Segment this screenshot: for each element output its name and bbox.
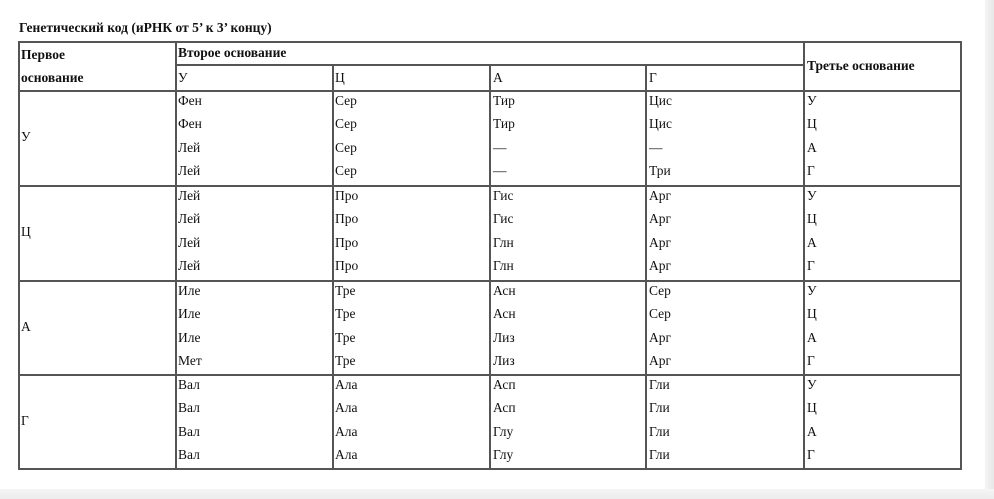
- header-third-base: Третье основание: [807, 58, 915, 73]
- amino-acid-cell: Ала: [335, 377, 358, 392]
- amino-acid-cell: Ала: [335, 446, 358, 462]
- grid-vline: [489, 64, 491, 470]
- amino-acid-cell: Лей: [178, 188, 201, 203]
- grid-vline: [175, 41, 177, 470]
- amino-acid-cell: Про: [335, 234, 359, 250]
- page-edge-shadow-right: [985, 0, 994, 499]
- third-base-label: Ц: [807, 400, 817, 416]
- amino-acid-cell: Арг: [649, 211, 672, 227]
- grid-hline: [18, 90, 962, 92]
- amino-acid-cell: Про: [335, 188, 359, 203]
- amino-acid-cell: Про: [335, 257, 359, 273]
- grid-hline: [18, 374, 962, 376]
- amino-acid-cell: Арг: [649, 234, 672, 250]
- amino-acid-cell: Иле: [178, 306, 201, 322]
- amino-acid-cell: Иле: [178, 283, 201, 298]
- first-base-label: Г: [21, 413, 29, 428]
- third-base-label: А: [807, 423, 817, 439]
- first-base-label: Ц: [21, 224, 31, 239]
- amino-acid-cell: Сер: [649, 306, 671, 322]
- amino-acid-cell: Арг: [649, 352, 672, 368]
- third-base-label: Ц: [807, 306, 817, 322]
- amino-acid-cell: Цис: [649, 93, 672, 108]
- grid-vline: [645, 64, 647, 470]
- amino-acid-cell: Три: [649, 162, 671, 178]
- amino-acid-cell: Глу: [493, 446, 514, 462]
- amino-acid-cell: Лей: [178, 211, 201, 227]
- amino-acid-cell: Фен: [178, 116, 202, 132]
- third-base-label: Ц: [807, 116, 817, 132]
- amino-acid-cell: Лиз: [493, 352, 515, 368]
- amino-acid-cell: Тре: [335, 352, 356, 368]
- second-base-c: Ц: [335, 70, 345, 85]
- amino-acid-cell: Гли: [649, 423, 670, 439]
- amino-acid-cell: Цис: [649, 116, 672, 132]
- second-base-a: А: [493, 70, 503, 85]
- amino-acid-cell: Лиз: [493, 329, 515, 345]
- third-base-label: Г: [807, 162, 815, 178]
- amino-acid-cell: Лей: [178, 257, 201, 273]
- third-base-label: У: [807, 377, 817, 392]
- amino-acid-cell: Тре: [335, 306, 356, 322]
- amino-acid-cell: Лей: [178, 234, 201, 250]
- third-base-label: А: [807, 139, 817, 155]
- amino-acid-cell: —: [493, 139, 507, 155]
- second-base-u: У: [178, 70, 188, 85]
- amino-acid-cell: Гис: [493, 188, 514, 203]
- grid-hline: [175, 64, 805, 66]
- header-first-base-line2: основание: [21, 70, 84, 85]
- amino-acid-cell: Тре: [335, 329, 356, 345]
- amino-acid-cell: Фен: [178, 93, 202, 108]
- amino-acid-cell: Асн: [493, 306, 516, 322]
- amino-acid-cell: Тир: [493, 93, 515, 108]
- grid-hline: [18, 185, 962, 187]
- amino-acid-cell: Глн: [493, 257, 514, 273]
- amino-acid-cell: Ала: [335, 400, 358, 416]
- amino-acid-cell: Вал: [178, 446, 200, 462]
- amino-acid-cell: Гли: [649, 400, 670, 416]
- amino-acid-cell: Сер: [649, 283, 671, 298]
- amino-acid-cell: Асп: [493, 400, 516, 416]
- amino-acid-cell: Лей: [178, 139, 201, 155]
- third-base-label: Ц: [807, 211, 817, 227]
- grid-vline: [803, 41, 805, 470]
- amino-acid-cell: Гли: [649, 446, 670, 462]
- amino-acid-cell: Сер: [335, 93, 357, 108]
- third-base-label: Г: [807, 446, 815, 462]
- amino-acid-cell: —: [649, 139, 663, 155]
- amino-acid-cell: Асп: [493, 377, 516, 392]
- table-caption: Генетический код (иРНК от 5’ к 3’ концу): [19, 20, 272, 35]
- third-base-label: У: [807, 283, 817, 298]
- amino-acid-cell: Арг: [649, 329, 672, 345]
- third-base-label: У: [807, 188, 817, 203]
- amino-acid-cell: Тре: [335, 283, 356, 298]
- amino-acid-cell: Асн: [493, 283, 516, 298]
- amino-acid-cell: Арг: [649, 257, 672, 273]
- third-base-label: Г: [807, 257, 815, 273]
- grid-hline: [18, 280, 962, 282]
- amino-acid-cell: Сер: [335, 139, 357, 155]
- amino-acid-cell: —: [493, 162, 507, 178]
- amino-acid-cell: Вал: [178, 423, 200, 439]
- amino-acid-cell: Иле: [178, 329, 201, 345]
- third-base-label: Г: [807, 352, 815, 368]
- amino-acid-cell: Мет: [178, 352, 202, 368]
- amino-acid-cell: Гли: [649, 377, 670, 392]
- amino-acid-cell: Про: [335, 211, 359, 227]
- third-base-label: А: [807, 234, 817, 250]
- grid-vline: [332, 64, 334, 470]
- third-base-label: А: [807, 329, 817, 345]
- first-base-label: У: [21, 129, 31, 144]
- page-edge-shadow-bottom: [0, 489, 994, 499]
- second-base-g: Г: [649, 70, 657, 85]
- amino-acid-cell: Тир: [493, 116, 515, 132]
- amino-acid-cell: Глу: [493, 423, 514, 439]
- amino-acid-cell: Вал: [178, 377, 200, 392]
- header-first-base-line1: Первое: [21, 47, 65, 62]
- amino-acid-cell: Лей: [178, 162, 201, 178]
- amino-acid-cell: Гис: [493, 211, 514, 227]
- amino-acid-cell: Ала: [335, 423, 358, 439]
- amino-acid-cell: Сер: [335, 116, 357, 132]
- amino-acid-cell: Сер: [335, 162, 357, 178]
- amino-acid-cell: Вал: [178, 400, 200, 416]
- amino-acid-cell: Арг: [649, 188, 672, 203]
- amino-acid-cell: Глн: [493, 234, 514, 250]
- header-second-base: Второе основание: [178, 45, 287, 60]
- third-base-label: У: [807, 93, 817, 108]
- first-base-label: А: [21, 319, 31, 334]
